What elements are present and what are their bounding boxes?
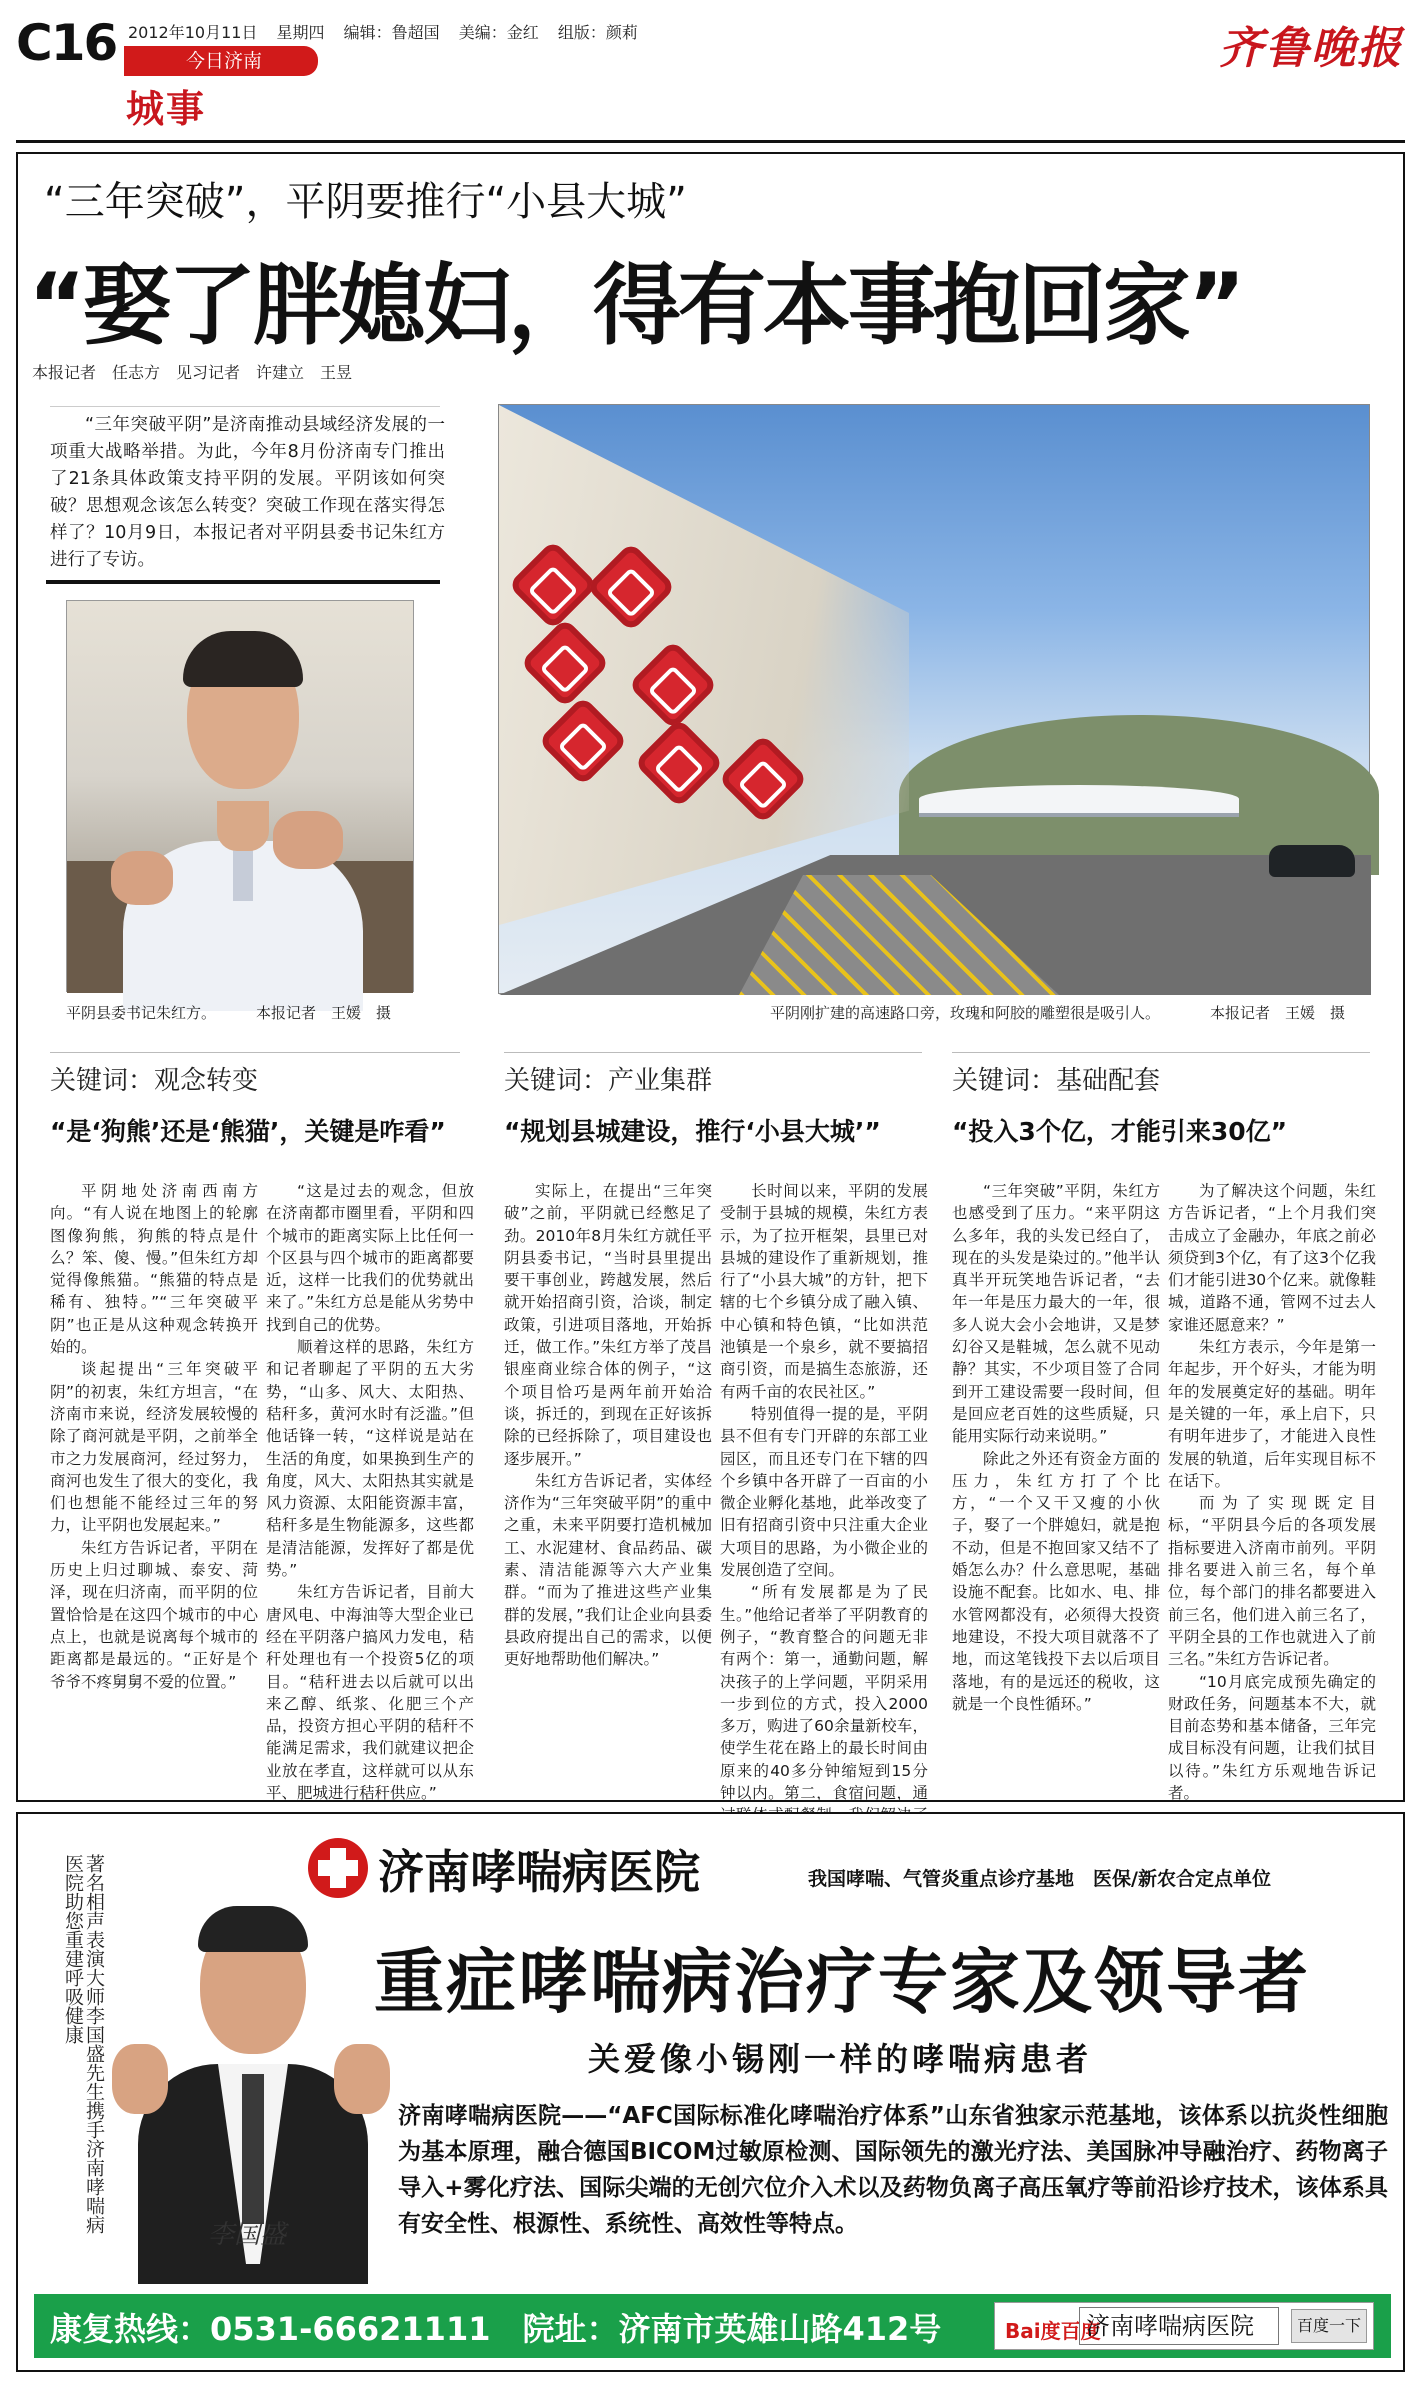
paragraph: “10月底完成预先确定的财政任务，问题基本不大，就目前态势和基本储备，三年完成目标没有问题，让我们拭目以待。”朱红方乐观地告诉记者。 [1168,1672,1376,1803]
issue-date: 2012年10月11日 [128,23,258,42]
ad-contact-bar [34,2294,1391,2358]
toll-canopy [919,785,1239,813]
newspaper-masthead: 齐鲁晚报 [1219,23,1403,74]
signature: 李国盛 [208,2220,287,2250]
text-column [266,1180,474,1803]
car [1269,845,1355,877]
keyword-heading: 关键词：基础配套 [952,1066,1161,1096]
article-lead: “三年突破平阴”是济南推动县域经济发展的一项重大战略举措。为此，今年8月份济南专门推出了21条具体政策支持平阴的发展。平阴该如何突破？思想观念该怎么转变？突破工作现在落实得怎样了？10月9日，本报记者对平阴县委书记朱红方进行了专访。 [50,415,445,570]
paragraph: 除此之外还有资金方面的压力，朱红方打了个比方，“一个又干又瘦的小伙子，娶了一个胖媳妇，就是抱不动，但是不抱回家又结不了婚怎么办？什么意思呢，基础设施不配套。比如水、电、排水管网都没有，必须得大投资地建设，不投大项目就落不了地，而这笔钱投下去以后项目落地，有的是远还的税收，这就是一个良性循环。” [952,1449,1160,1713]
ad-hotline: 康复热线：0531-66621111 院址：济南市英雄山路412号 [50,2310,942,2348]
text-column [720,1180,928,1803]
paragraph: 长时间以来，平阴的发展受制于县城的规模，朱红方表示，为了拉开框架，县里已对县城的建设作了重新规划，推行了“小县大城”的方针，把下辖的七个乡镇分成了融入镇、中心镇和特色镇，“比如洪范池镇是一个泉乡，就不要搞招商引资，而是搞生态旅游，还有两千亩的农民社区。” [720,1182,928,1401]
left-thumbs-up [112,2044,168,2114]
hair [198,1906,308,1952]
paragraph: 实际上，在提出“三年突破”之前，平阴就已经憋足了劲。2010年8月朱红方就任平阴县委书记，“当时县里提出要干事创业，跨越发展，然后就开始招商引资，洽谈，制定政策，引进项目落地，开始拆迁，做工作。”朱红方举了茂昌银座商业综合体的例子，“这个项目恰巧是两年前开始洽谈，拆迁的，到现在正好该拆除的已经拆除了，项目建设也逐步展开。” [504,1182,712,1468]
paragraph: 朱红方告诉记者，平阴在历史上归过聊城、泰安、菏泽，现在归济南，而平阴的位置恰恰是在这四个城市的中心点上，也就是说离每个城市的距离都是最远的。“正好是个爷爷不疼舅舅不爱的位置。” [50,1538,258,1691]
paragraph: 为了解决这个问题，朱红方告诉记者，“上个月我们突击成立了金融办，年底之前必须贷到3个亿，有了这3个亿我们才能引进30个亿来。就像鞋城，道路不通，管网不过去人家谁还愿意来？” [1168,1182,1376,1334]
tie [242,2074,264,2224]
keyword-subhead: “投入3个亿，才能引来30亿” [952,1117,1288,1146]
keyword-heading: 关键词：观念转变 [50,1066,259,1096]
header-divider [16,140,1405,143]
left-hand [111,851,173,905]
paragraph: 朱红方告诉记者，实体经济作为“三年突破平阴”的重中之重，未来平阴要打造机械加工、水泥建材、食品药品、碳素、清洁能源等六大产业集群。“而为了推进这些产业集群的发展，”我们让企业向县委县政府提出自己的需求，以便更好地帮助他们解决。” [504,1471,712,1669]
ad-hospital-name: 济南哮喘病医院 [378,1845,700,1899]
keyword-subhead: “是‘狗熊’还是‘熊猫’，关键是咋看” [50,1117,446,1146]
text-column [952,1180,1160,1770]
keyword-divider [504,1052,922,1053]
paragraph: 特别值得一提的是，平阴县不但有专门开辟的东部工业园区，而且还专门在下辖的四个乡镇中各开辟了一百亩的小微企业孵化基地，此举改变了旧有招商引资中只注重大企业大项目的思路，为小微企业的发展创造了空间。 [720,1404,928,1580]
paragraph: 平阴地处济南西南方向。“有人说在地图上的轮廓图像狗熊，狗熊的特点是什么？笨、傻、慢。”但朱红方却觉得像熊猫。“熊猫的特点是稀有、独特。”“三年突破平阴”也正是从这种观念转换开始的。 [50,1182,258,1357]
baidu-search-box [994,2302,1374,2350]
right-thumbs-up [334,2044,390,2114]
layout-editor-credit: 组版：颜莉 [557,23,638,42]
portrait-credit: 本报记者 王媛 摄 [256,1004,392,1022]
baidu-logo-icon: Bai度百度 [1005,2319,1101,2343]
paragraph: 谈起提出“三年突破平阴”的初衷，朱红方坦言，“在济南市来说，经济发展较慢的除了商河就是平阴，之前举全市之力发展商河，经过努力，商河也发生了很大的变化，我们也想能不能经过三年的努力，让平阴也发展起来。” [50,1360,258,1535]
keyword-heading: 关键词：产业集群 [504,1066,713,1096]
hair [183,631,303,687]
paragraph: “三年突破”平阴，朱红方也感受到了压力。“来平阴这么多年，我的头发已经白了，现在的头发是染过的。”他半认真半开玩笑地告诉记者，“去年一年是压力最大的一年，很多人说大会小会地讲，又是梦幻谷又是鞋城，怎么就不见动静？其实，不少项目签了合同到开工建设需要一段时间，但是回应老百姓的这些质疑，只能用实际行动来说明。” [952,1182,1160,1446]
page-number: C16 [16,14,117,72]
article-kicker: “三年突破”，平阴要推行“小县大城” [44,179,687,225]
text-column [1168,1180,1376,1803]
issue-meta [128,20,652,43]
article-byline: 本报记者 任志方 见习记者 许建立 王昱 [32,363,353,382]
paragraph: 朱红方告诉记者，目前大唐风电、中海油等大型企业已经在平阴落户搞风力发电，秸秆处理也有一个投资5亿的项目。“秸秆进去以后就可以出来乙醇、纸浆、化肥三个产品，投资方担心平阴的秸秆不能满足需求，我们就建议把企业放在孝直，这样就可以从东平、肥城进行秸秆供应。” [266,1583,474,1803]
paragraph: 朱红方表示，今年是第一年起步，开个好头，才能为明年的发展奠定好的基础。明年是关键的一年，承上启下，只有明年进步了，才能进入良性发展的轨道，后年实现目标不在话下。 [1168,1338,1376,1490]
paragraph: 而为了实现既定目标，“平阴县今后的各项发展指标要进入济南市前列。平阴排名要进入前三名，每个单位，每个部门的排名都要进入前三名，他们进入前三名了，平阴全县的工作也就进入了前三名。”朱红方告诉记者。 [1168,1494,1376,1669]
lead-top-divider [50,406,440,407]
section-tag: 今日济南 [124,46,318,76]
hospital-advertisement [16,1812,1405,2372]
text-column [50,1180,258,1770]
ad-vertical-text: 著名相声表演大师李国盛先生携手济南哮喘病医院助您重建呼吸健康 [62,1854,105,2234]
paragraph: 顺着这样的思路，朱红方和记者聊起了平阴的五大劣势，“山多、风大、太阳热、秸秆多，黄河水时有泛滥。”但他话锋一转，“这样说是站在生活的角度，如果换到生产的角度，风大、太阳热其实就是风力资源、太阳能资源丰富，秸秆多是生物能源多，这些都是清洁能源，发挥好了都是优势。” [266,1338,474,1580]
landscape-caption: 平阴刚扩建的高速路口旁，玫瑰和阿胶的雕塑很是吸引人。 [770,1004,1161,1022]
portrait-caption: 平阴县委书记朱红方。 [66,1004,217,1022]
neck [217,801,269,851]
keyword-divider [952,1052,1370,1053]
right-hand [273,811,343,869]
landscape-credit: 本报记者 王媛 摄 [1210,1004,1346,1022]
search-button: 百度一下 [1291,2309,1367,2343]
article-headline: “娶了胖媳妇，得有本事抱回家” [28,254,1243,357]
editor-credit: 编辑：鲁超国 [343,23,440,42]
ad-tagline: 我国哮喘、气管炎重点诊疗基地 医保/新农合定点单位 [808,1868,1271,1890]
keyword-subhead: “规划县城建设，推行‘小县大城’” [504,1117,881,1146]
section-name: 城事 [126,86,207,131]
landscape-photo [498,404,1370,994]
lead-divider [46,580,440,584]
paragraph: “这是过去的观念，但放在济南都市圈里看，平阴和四个城市的距离实际上比任何一个区县与四个城市的距离都要近，这样一比我们的优势就出来了。”朱红方总是能从劣势中找到自己的优势。 [266,1182,474,1334]
portrait-photo [66,600,414,992]
text-column [504,1180,712,1770]
art-editor-credit: 美编：金红 [458,23,539,42]
search-query-field: 济南哮喘病医院 [1079,2307,1279,2345]
ad-subhead: 关爱像小锡刚一样的哮喘病患者 [588,2040,1093,2078]
issue-weekday: 星期四 [276,23,325,42]
paragraph: “所有发展都是为了民生。”他给记者举了平阴教育的例子，“教育整合的问题无非有两个：第一，通勤问题，解决孩子的上学问题，平阴采用一步到位的方式，投入2000多万，购进了60余量新校车，使学生花在路上的最长时间由原来的40多分钟缩短到15分钟以内。第二，食宿问题，通 [720,1583,928,1803]
red-cross-icon [308,1838,368,1898]
keyword-divider [50,1052,460,1053]
ad-body: 济南哮喘病医院——“AFC国际标准化哮喘治疗体系”山东省独家示范基地，该体系以抗炎性细胞为基本原理，融合德国BICOM过敏原检测、国际领先的激光疗法、美国脉冲导融治疗、药物离子导入+雾化疗法、国际尖端的无创穴位介入术以及药物负离子高压氧疗等前沿诊疗技术，该体系具有安全性、根源性、系统性、高效性等特点。 [398,2103,1388,2237]
page-header [0,0,1417,140]
ad-headline: 重症哮喘病治疗专家及领导者 [374,1940,1310,2023]
